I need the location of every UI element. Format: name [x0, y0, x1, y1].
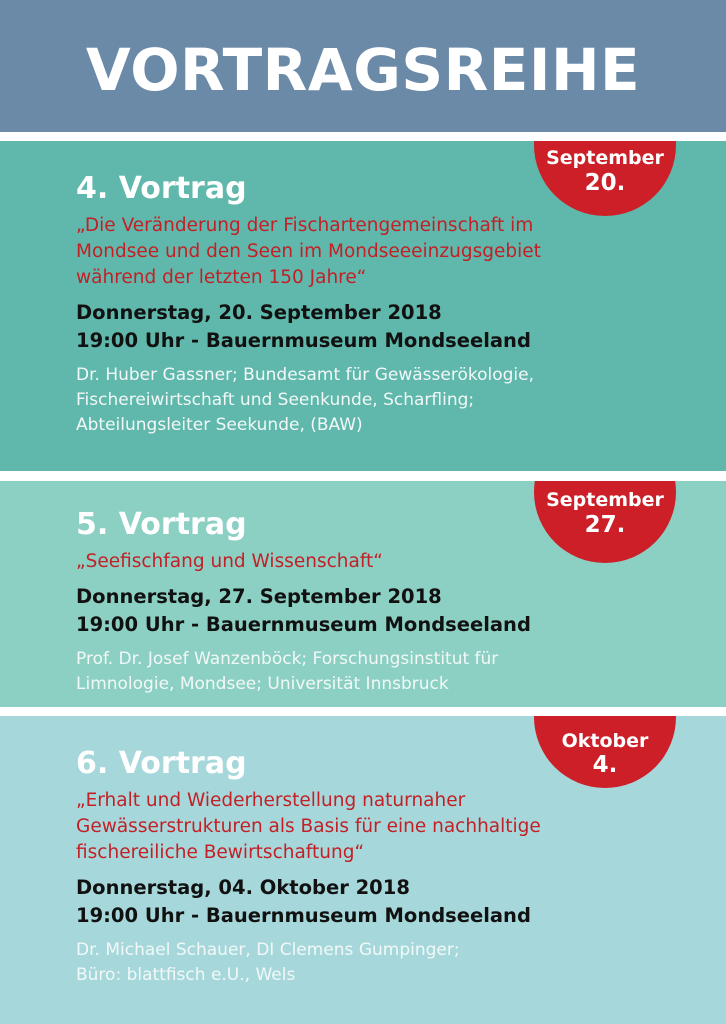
- badge-month: Oktober: [561, 730, 649, 752]
- header-banner: [0, 0, 726, 132]
- badge-month: September: [546, 147, 664, 169]
- lecture-speaker: Dr. Michael Schauer, DI Clemens Gumpinger; Büro: blattfisch e.U., Wels: [76, 940, 460, 985]
- lecture-content: [76, 171, 696, 438]
- lecture-time-location: 19:00 Uhr - Bauernmuseum Mondseeland: [76, 613, 531, 636]
- lecture-content: [76, 746, 696, 988]
- lecture-section-4: [0, 141, 726, 471]
- lecture-section-6: [0, 716, 726, 1024]
- badge-month: September: [546, 489, 664, 511]
- lecture-heading: 6. Vortrag: [76, 746, 247, 781]
- lecture-time-location: 19:00 Uhr - Bauernmuseum Mondseeland: [76, 329, 531, 352]
- page-title: VORTRAGSREIHE: [85, 36, 641, 104]
- badge-day: 4.: [592, 752, 618, 778]
- lecture-time-location: 19:00 Uhr - Bauernmuseum Mondseeland: [76, 904, 531, 927]
- lecture-speaker: Prof. Dr. Josef Wanzenböck; Forschungsinstitut für Limnologie, Mondsee; Universität Innsbruck: [76, 649, 499, 694]
- lecture-content: [76, 507, 696, 697]
- lecture-heading: 4. Vortrag: [76, 171, 247, 206]
- lecture-speaker: Dr. Huber Gassner; Bundesamt für Gewässerökologie, Fischereiwirtschaft und Seenkunde, Scharfling; Abteilungsleiter Seekunde, (BAW): [76, 365, 534, 435]
- lecture-title: „Seefischfang und Wissenschaft“: [76, 551, 383, 572]
- lecture-title: „Die Veränderung der Fischartengemeinschaft im Mondsee und den Seen im Mondseeeinzugsgebiet während der letzten 150 Jahre“: [76, 215, 541, 288]
- badge-day: 20.: [584, 170, 626, 196]
- lecture-date: Donnerstag, 04. Oktober 2018: [76, 876, 410, 899]
- lecture-date: Donnerstag, 27. September 2018: [76, 585, 442, 608]
- lecture-title: „Erhalt und Wiederherstellung naturnaher Gewässerstrukturen als Basis für eine nachhaltige fischereiliche Bewirtschaftung“: [76, 790, 541, 863]
- lecture-section-5: [0, 481, 726, 707]
- lecture-heading: 5. Vortrag: [76, 507, 247, 542]
- badge-day: 27.: [584, 512, 626, 538]
- lecture-date: Donnerstag, 20. September 2018: [76, 301, 442, 324]
